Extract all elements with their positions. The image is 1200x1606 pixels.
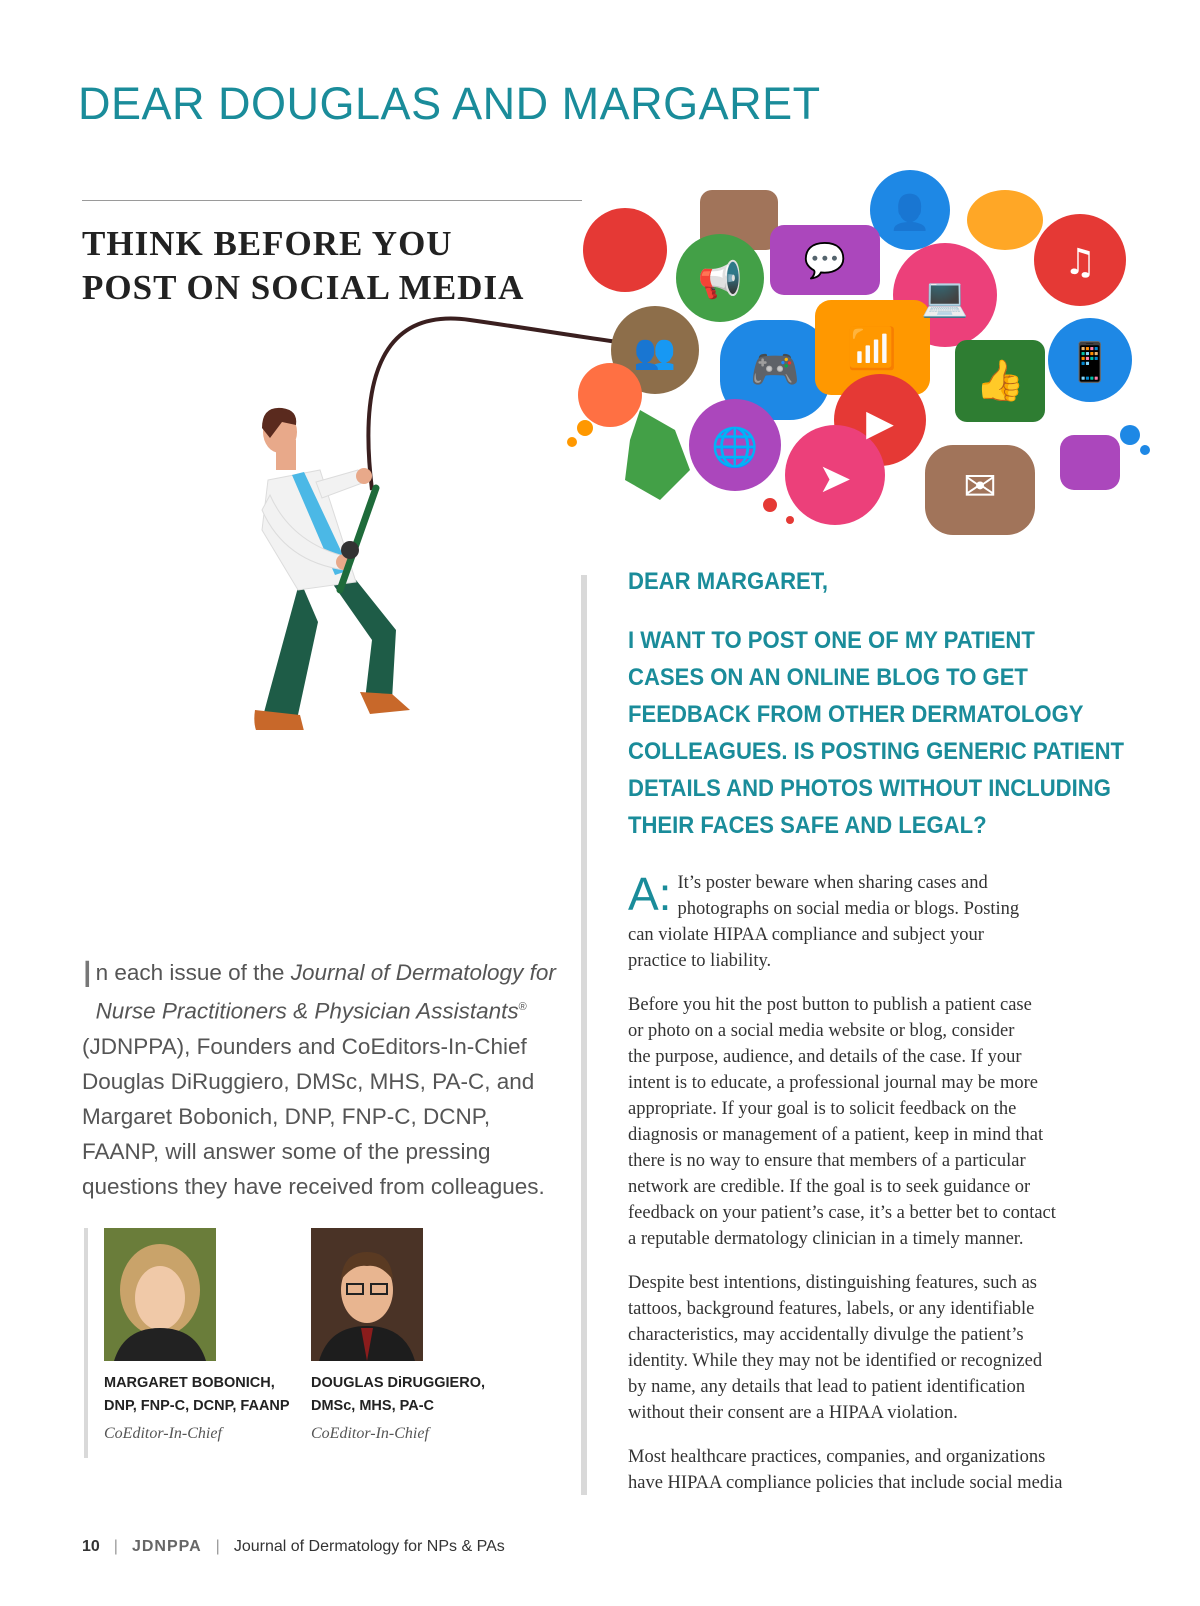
question-salutation: DEAR MARGARET, (628, 568, 828, 595)
chat-icon: 💬 (803, 241, 847, 281)
question-text: I WANT TO POST ONE OF MY PATIENT CASES ON AN ONLINE BLOG TO GET FEEDBACK FROM OTHER DERMATOLOGY COLLEAGUES. IS POSTING GENERIC PATIENT DETAILS AND PHOTOS WITHOUT INCLUDING THEIR FACES SAFE AND LEGAL? (628, 627, 1125, 839)
mail-icon: ✉ (963, 464, 997, 510)
intro-paragraph: In each issue of the Journal of Dermatology for Nurse Practitioners & Physician Assistants® (JDNPPA), Founders and CoEditors-In-Chief Douglas DiRuggiero, DMSc, MHS, PA-C, and Margaret Bobonich, DNP, FNP-C, DCNP, FAANP, will answer some of the pressing questions they have received from colleagues. (82, 954, 556, 1199)
headline-line-1: THINK BEFORE YOU (82, 224, 453, 263)
editor-card-douglas (311, 1228, 485, 1443)
gamepad-icon: 🎮 (750, 347, 800, 393)
page-number: 10 (82, 1538, 100, 1555)
megaphone-icon: 📢 (697, 260, 743, 301)
section-title: DEAR DOUGLAS AND MARGARET (78, 78, 821, 129)
man-figure (254, 408, 410, 730)
answer-paragraph: Before you hit the post button to publish a patient case or photo on a social media website or blog, consider the purpose, audience, and details of the case. If your intent is to educate, a professional journal may be more appropriate. If your goal is to solicit feedback on the diagnosis or management of a patient, keep in mind that there is no way to ensure that members of a particular network are credible. If the goal is to seek guidance or feedback on your patient’s case, it’s a better bet to contact a reputable dermatology clinician in a timely manner. (628, 995, 1056, 1249)
answer-paragraph: A: It’s poster beware when sharing cases and photographs on social media or blogs. Posting can violate HIPAA compliance and subject your practice to liability. (628, 868, 1020, 971)
laptop-icon: 💻 (921, 275, 969, 319)
footer-brand: JDNPPA (131, 1538, 202, 1555)
editor-photo-douglas (311, 1228, 423, 1361)
editor-name: MARGARET BOBONICH, DNP, FNP-C, DCNP, FAANP (104, 1375, 290, 1414)
editor-name: DOUGLAS DiRUGGIERO, DMSc, MHS, PA-C (311, 1375, 486, 1414)
page-footer: 10 | JDNPPA | Journal of Dermatology for NPs & PAs (82, 1538, 505, 1555)
footer-journal: Journal of Dermatology for NPs & PAs (233, 1538, 505, 1555)
editor-role: CoEditor-In-Chief (311, 1425, 429, 1442)
send-icon: ➤ (818, 456, 852, 502)
answer-paragraph: Despite best intentions, distinguishing features, such as tattoos, background features, labels, or any identifiable characteristics, may accidentally divulge the patient’s identity. While they may not be identified or recognized by name, any details that lead to patient identification without their consent are a HIPAA violation. (628, 1273, 1043, 1423)
answer-body (628, 870, 1118, 1514)
globe-icon: 🌐 (711, 425, 759, 469)
editor-role: CoEditor-In-Chief (104, 1425, 222, 1442)
column-divider (581, 575, 587, 1495)
wifi-icon: 📶 (847, 326, 897, 372)
music-icon: ♫ (1063, 242, 1097, 283)
headline-line-2: POST ON SOCIAL MEDIA (82, 268, 525, 307)
editor-card-margaret (104, 1228, 290, 1443)
phone-icon: 📱 (1066, 340, 1114, 384)
editors-divider (84, 1228, 88, 1458)
intro-dropcap: I (82, 954, 93, 996)
user-icon: 👤 (888, 193, 932, 233)
answer-paragraph: Most healthcare practices, companies, and organizations have HIPAA compliance policies that include social media (628, 1447, 1063, 1493)
thumbs-up-icon: 👍 (975, 358, 1025, 404)
video-play-icon: ▶ (866, 403, 894, 444)
journal-name: Journal of Dermatology for Nurse Practitioners & Physician Assistants (95, 960, 556, 1024)
editor-photo-margaret (104, 1228, 216, 1361)
answer-cap: A: (628, 868, 672, 920)
people-icon: 👥 (633, 332, 677, 372)
